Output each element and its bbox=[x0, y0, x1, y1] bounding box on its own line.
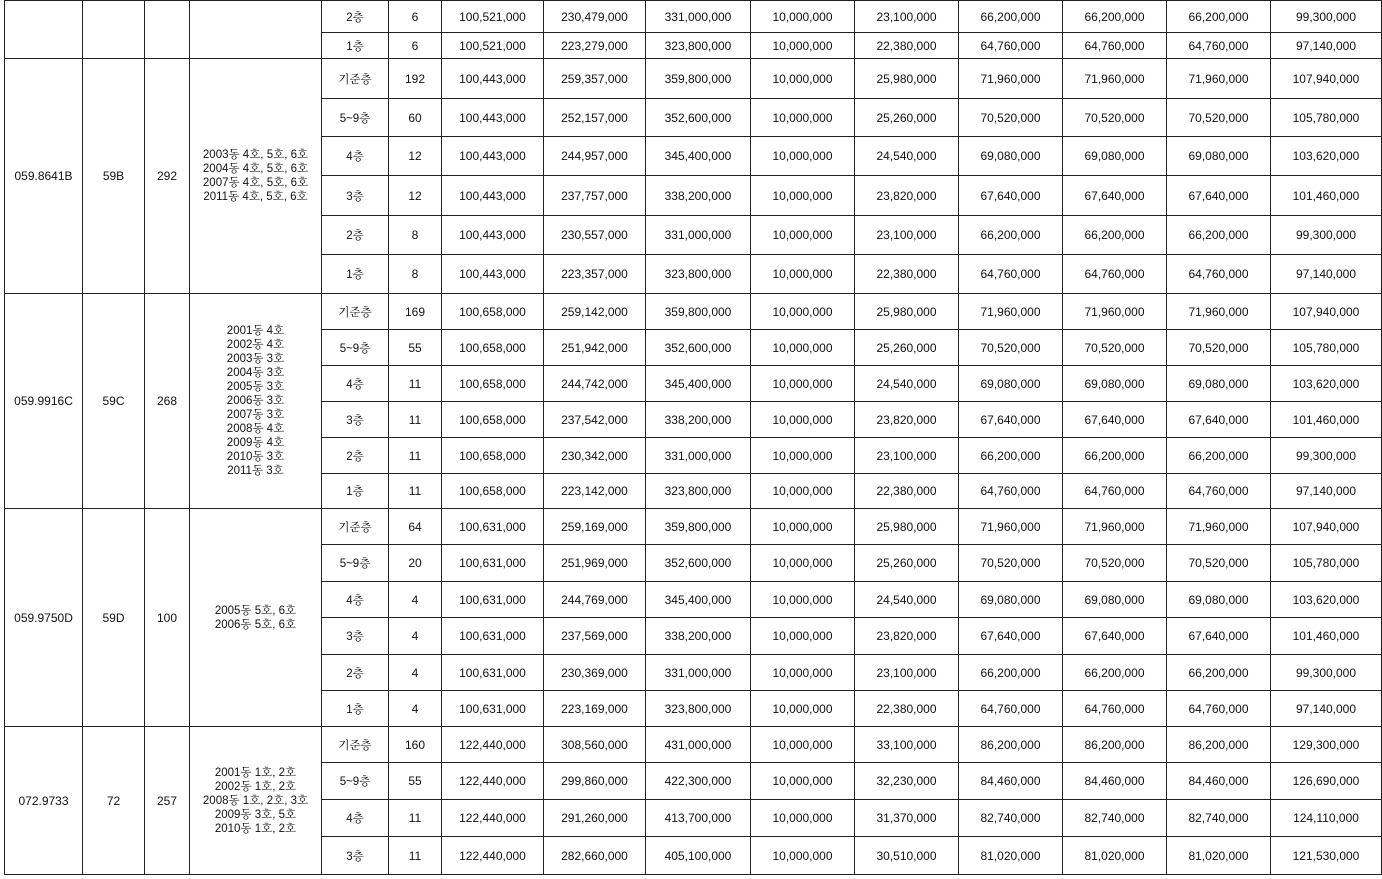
floor-cell: 기준층 bbox=[322, 727, 389, 763]
balance-cell: 126,690,000 bbox=[1271, 763, 1382, 800]
balance-cell: 103,620,000 bbox=[1271, 137, 1382, 176]
mid1-cell: 67,640,000 bbox=[959, 618, 1063, 655]
mid2-cell: 66,200,000 bbox=[1063, 1, 1167, 33]
households-cell: 55 bbox=[389, 330, 442, 366]
floor-cell: 4층 bbox=[322, 366, 389, 402]
contract2-cell: 33,100,000 bbox=[855, 727, 959, 763]
contract2-cell: 22,380,000 bbox=[855, 33, 959, 59]
mid2-cell: 86,200,000 bbox=[1063, 727, 1167, 763]
total-cell: 331,000,000 bbox=[646, 438, 751, 474]
land-cell: 122,440,000 bbox=[442, 727, 544, 763]
households-cell: 4 bbox=[389, 655, 442, 691]
contract-cell: 10,000,000 bbox=[751, 366, 855, 402]
balance-cell: 99,300,000 bbox=[1271, 216, 1382, 255]
unit-count-cell: 268 bbox=[145, 294, 190, 509]
building-cell: 259,357,000 bbox=[544, 59, 646, 99]
mid3-cell: 70,520,000 bbox=[1167, 99, 1271, 137]
mid3-cell: 84,460,000 bbox=[1167, 763, 1271, 800]
contract-cell: 10,000,000 bbox=[751, 99, 855, 137]
land-cell: 100,658,000 bbox=[442, 402, 544, 438]
floor-cell: 1층 bbox=[322, 691, 389, 727]
total-cell: 431,000,000 bbox=[646, 727, 751, 763]
floor-cell: 기준층 bbox=[322, 294, 389, 330]
total-cell: 331,000,000 bbox=[646, 1, 751, 33]
mid1-cell: 69,080,000 bbox=[959, 137, 1063, 176]
contract2-cell: 23,100,000 bbox=[855, 1, 959, 33]
total-cell: 338,200,000 bbox=[646, 176, 751, 216]
total-cell: 323,800,000 bbox=[646, 691, 751, 727]
contract-cell: 10,000,000 bbox=[751, 582, 855, 618]
contract-cell: 10,000,000 bbox=[751, 176, 855, 216]
contract-cell: 10,000,000 bbox=[751, 402, 855, 438]
contract2-cell: 24,540,000 bbox=[855, 366, 959, 402]
unit-list-cell: 2003동 4호, 5호, 6호 2004동 4호, 5호, 6호 2007동 4호, 5호, 6호 2011동 4호, 5호, 6호 bbox=[190, 59, 322, 294]
building-cell: 259,169,000 bbox=[544, 509, 646, 545]
mid1-cell: 66,200,000 bbox=[959, 655, 1063, 691]
balance-cell: 107,940,000 bbox=[1271, 509, 1382, 545]
balance-cell: 124,110,000 bbox=[1271, 800, 1382, 837]
mid2-cell: 70,520,000 bbox=[1063, 545, 1167, 582]
mid2-cell: 64,760,000 bbox=[1063, 255, 1167, 294]
mid1-cell: 70,520,000 bbox=[959, 545, 1063, 582]
contract-cell: 10,000,000 bbox=[751, 438, 855, 474]
floor-cell: 4층 bbox=[322, 582, 389, 618]
building-cell: 282,660,000 bbox=[544, 837, 646, 875]
building-cell: 299,860,000 bbox=[544, 763, 646, 800]
households-cell: 6 bbox=[389, 1, 442, 33]
building-cell: 230,557,000 bbox=[544, 216, 646, 255]
contract2-cell: 25,260,000 bbox=[855, 330, 959, 366]
total-cell: 331,000,000 bbox=[646, 655, 751, 691]
balance-cell: 99,300,000 bbox=[1271, 438, 1382, 474]
type-code-cell: 072.9733 bbox=[5, 727, 83, 875]
balance-cell: 105,780,000 bbox=[1271, 545, 1382, 582]
table-row bbox=[5, 59, 1382, 99]
unit-list-cell bbox=[190, 1, 322, 59]
type-code-cell: 059.9916C bbox=[5, 294, 83, 509]
mid3-cell: 71,960,000 bbox=[1167, 59, 1271, 99]
mid2-cell: 84,460,000 bbox=[1063, 763, 1167, 800]
contract-cell: 10,000,000 bbox=[751, 1, 855, 33]
contract-cell: 10,000,000 bbox=[751, 137, 855, 176]
contract2-cell: 23,820,000 bbox=[855, 176, 959, 216]
mid2-cell: 67,640,000 bbox=[1063, 402, 1167, 438]
floor-cell: 1층 bbox=[322, 474, 389, 509]
balance-cell: 121,530,000 bbox=[1271, 837, 1382, 875]
unit-list-cell: 2005동 5호, 6호 2006동 5호, 6호 bbox=[190, 509, 322, 727]
floor-cell: 1층 bbox=[322, 33, 389, 59]
contract-cell: 10,000,000 bbox=[751, 33, 855, 59]
contract2-cell: 23,100,000 bbox=[855, 216, 959, 255]
mid3-cell: 69,080,000 bbox=[1167, 366, 1271, 402]
households-cell: 20 bbox=[389, 545, 442, 582]
balance-cell: 103,620,000 bbox=[1271, 366, 1382, 402]
households-cell: 4 bbox=[389, 618, 442, 655]
mid1-cell: 71,960,000 bbox=[959, 59, 1063, 99]
mid1-cell: 64,760,000 bbox=[959, 255, 1063, 294]
mid1-cell: 67,640,000 bbox=[959, 176, 1063, 216]
land-cell: 122,440,000 bbox=[442, 763, 544, 800]
building-cell: 223,279,000 bbox=[544, 33, 646, 59]
mid3-cell: 66,200,000 bbox=[1167, 1, 1271, 33]
contract2-cell: 25,980,000 bbox=[855, 59, 959, 99]
mid2-cell: 66,200,000 bbox=[1063, 438, 1167, 474]
type-name-cell: 72 bbox=[83, 727, 145, 875]
price-table bbox=[4, 0, 1382, 875]
floor-cell: 5~9층 bbox=[322, 330, 389, 366]
table-row bbox=[5, 727, 1382, 763]
floor-cell: 3층 bbox=[322, 618, 389, 655]
land-cell: 100,521,000 bbox=[442, 1, 544, 33]
mid1-cell: 66,200,000 bbox=[959, 216, 1063, 255]
total-cell: 352,600,000 bbox=[646, 99, 751, 137]
building-cell: 252,157,000 bbox=[544, 99, 646, 137]
mid2-cell: 69,080,000 bbox=[1063, 582, 1167, 618]
contract2-cell: 23,820,000 bbox=[855, 618, 959, 655]
balance-cell: 97,140,000 bbox=[1271, 255, 1382, 294]
mid2-cell: 66,200,000 bbox=[1063, 655, 1167, 691]
mid1-cell: 66,200,000 bbox=[959, 438, 1063, 474]
building-cell: 230,342,000 bbox=[544, 438, 646, 474]
mid3-cell: 67,640,000 bbox=[1167, 176, 1271, 216]
mid2-cell: 64,760,000 bbox=[1063, 33, 1167, 59]
total-cell: 345,400,000 bbox=[646, 137, 751, 176]
contract-cell: 10,000,000 bbox=[751, 691, 855, 727]
total-cell: 352,600,000 bbox=[646, 545, 751, 582]
land-cell: 100,443,000 bbox=[442, 255, 544, 294]
mid3-cell: 70,520,000 bbox=[1167, 330, 1271, 366]
mid1-cell: 69,080,000 bbox=[959, 366, 1063, 402]
mid3-cell: 66,200,000 bbox=[1167, 216, 1271, 255]
contract-cell: 10,000,000 bbox=[751, 216, 855, 255]
floor-cell: 5~9층 bbox=[322, 99, 389, 137]
mid2-cell: 70,520,000 bbox=[1063, 330, 1167, 366]
balance-cell: 107,940,000 bbox=[1271, 59, 1382, 99]
land-cell: 100,521,000 bbox=[442, 33, 544, 59]
building-cell: 237,757,000 bbox=[544, 176, 646, 216]
land-cell: 122,440,000 bbox=[442, 800, 544, 837]
floor-cell: 1층 bbox=[322, 255, 389, 294]
balance-cell: 99,300,000 bbox=[1271, 1, 1382, 33]
building-cell: 251,942,000 bbox=[544, 330, 646, 366]
mid2-cell: 71,960,000 bbox=[1063, 59, 1167, 99]
unit-count-cell: 292 bbox=[145, 59, 190, 294]
building-cell: 223,357,000 bbox=[544, 255, 646, 294]
mid3-cell: 67,640,000 bbox=[1167, 618, 1271, 655]
households-cell: 11 bbox=[389, 366, 442, 402]
mid2-cell: 82,740,000 bbox=[1063, 800, 1167, 837]
land-cell: 100,443,000 bbox=[442, 137, 544, 176]
contract2-cell: 24,540,000 bbox=[855, 582, 959, 618]
building-cell: 237,542,000 bbox=[544, 402, 646, 438]
contract2-cell: 25,980,000 bbox=[855, 294, 959, 330]
land-cell: 100,658,000 bbox=[442, 474, 544, 509]
mid1-cell: 66,200,000 bbox=[959, 1, 1063, 33]
type-name-cell bbox=[83, 1, 145, 59]
land-cell: 100,443,000 bbox=[442, 99, 544, 137]
total-cell: 405,100,000 bbox=[646, 837, 751, 875]
mid3-cell: 64,760,000 bbox=[1167, 255, 1271, 294]
households-cell: 11 bbox=[389, 438, 442, 474]
balance-cell: 105,780,000 bbox=[1271, 330, 1382, 366]
mid1-cell: 84,460,000 bbox=[959, 763, 1063, 800]
contract-cell: 10,000,000 bbox=[751, 474, 855, 509]
total-cell: 338,200,000 bbox=[646, 618, 751, 655]
households-cell: 6 bbox=[389, 33, 442, 59]
mid1-cell: 70,520,000 bbox=[959, 330, 1063, 366]
contract-cell: 10,000,000 bbox=[751, 727, 855, 763]
floor-cell: 4층 bbox=[322, 800, 389, 837]
land-cell: 100,631,000 bbox=[442, 618, 544, 655]
mid2-cell: 64,760,000 bbox=[1063, 474, 1167, 509]
contract2-cell: 25,980,000 bbox=[855, 509, 959, 545]
mid1-cell: 64,760,000 bbox=[959, 474, 1063, 509]
mid3-cell: 66,200,000 bbox=[1167, 438, 1271, 474]
balance-cell: 97,140,000 bbox=[1271, 33, 1382, 59]
land-cell: 100,658,000 bbox=[442, 294, 544, 330]
households-cell: 12 bbox=[389, 176, 442, 216]
floor-cell: 3층 bbox=[322, 176, 389, 216]
contract-cell: 10,000,000 bbox=[751, 294, 855, 330]
households-cell: 12 bbox=[389, 137, 442, 176]
table-row bbox=[5, 1, 1382, 33]
households-cell: 4 bbox=[389, 582, 442, 618]
households-cell: 11 bbox=[389, 837, 442, 875]
contract-cell: 10,000,000 bbox=[751, 655, 855, 691]
floor-cell: 2층 bbox=[322, 655, 389, 691]
contract2-cell: 22,380,000 bbox=[855, 474, 959, 509]
building-cell: 244,957,000 bbox=[544, 137, 646, 176]
contract-cell: 10,000,000 bbox=[751, 330, 855, 366]
balance-cell: 99,300,000 bbox=[1271, 655, 1382, 691]
households-cell: 11 bbox=[389, 402, 442, 438]
table-row bbox=[5, 294, 1382, 330]
contract-cell: 10,000,000 bbox=[751, 837, 855, 875]
mid2-cell: 71,960,000 bbox=[1063, 509, 1167, 545]
balance-cell: 97,140,000 bbox=[1271, 691, 1382, 727]
total-cell: 323,800,000 bbox=[646, 255, 751, 294]
households-cell: 60 bbox=[389, 99, 442, 137]
unit-count-cell bbox=[145, 1, 190, 59]
contract2-cell: 22,380,000 bbox=[855, 255, 959, 294]
contract2-cell: 23,100,000 bbox=[855, 438, 959, 474]
total-cell: 338,200,000 bbox=[646, 402, 751, 438]
households-cell: 4 bbox=[389, 691, 442, 727]
contract2-cell: 25,260,000 bbox=[855, 545, 959, 582]
mid2-cell: 71,960,000 bbox=[1063, 294, 1167, 330]
building-cell: 308,560,000 bbox=[544, 727, 646, 763]
total-cell: 359,800,000 bbox=[646, 59, 751, 99]
floor-cell: 5~9층 bbox=[322, 763, 389, 800]
mid3-cell: 71,960,000 bbox=[1167, 509, 1271, 545]
total-cell: 422,300,000 bbox=[646, 763, 751, 800]
contract-cell: 10,000,000 bbox=[751, 618, 855, 655]
floor-cell: 2층 bbox=[322, 438, 389, 474]
contract2-cell: 32,230,000 bbox=[855, 763, 959, 800]
households-cell: 64 bbox=[389, 509, 442, 545]
floor-cell: 2층 bbox=[322, 216, 389, 255]
contract2-cell: 23,820,000 bbox=[855, 402, 959, 438]
contract2-cell: 22,380,000 bbox=[855, 691, 959, 727]
contract-cell: 10,000,000 bbox=[751, 800, 855, 837]
floor-cell: 2층 bbox=[322, 1, 389, 33]
total-cell: 323,800,000 bbox=[646, 474, 751, 509]
mid2-cell: 67,640,000 bbox=[1063, 618, 1167, 655]
land-cell: 100,658,000 bbox=[442, 366, 544, 402]
building-cell: 223,142,000 bbox=[544, 474, 646, 509]
land-cell: 100,443,000 bbox=[442, 176, 544, 216]
balance-cell: 101,460,000 bbox=[1271, 402, 1382, 438]
contract2-cell: 30,510,000 bbox=[855, 837, 959, 875]
balance-cell: 101,460,000 bbox=[1271, 618, 1382, 655]
contract-cell: 10,000,000 bbox=[751, 545, 855, 582]
building-cell: 237,569,000 bbox=[544, 618, 646, 655]
type-name-cell: 59B bbox=[83, 59, 145, 294]
unit-count-cell: 257 bbox=[145, 727, 190, 875]
building-cell: 291,260,000 bbox=[544, 800, 646, 837]
land-cell: 100,631,000 bbox=[442, 691, 544, 727]
mid2-cell: 69,080,000 bbox=[1063, 137, 1167, 176]
mid1-cell: 82,740,000 bbox=[959, 800, 1063, 837]
land-cell: 100,631,000 bbox=[442, 545, 544, 582]
balance-cell: 101,460,000 bbox=[1271, 176, 1382, 216]
mid2-cell: 67,640,000 bbox=[1063, 176, 1167, 216]
balance-cell: 105,780,000 bbox=[1271, 99, 1382, 137]
mid3-cell: 67,640,000 bbox=[1167, 402, 1271, 438]
mid2-cell: 69,080,000 bbox=[1063, 366, 1167, 402]
balance-cell: 97,140,000 bbox=[1271, 474, 1382, 509]
type-name-cell: 59D bbox=[83, 509, 145, 727]
mid1-cell: 69,080,000 bbox=[959, 582, 1063, 618]
land-cell: 100,631,000 bbox=[442, 582, 544, 618]
type-code-cell bbox=[5, 1, 83, 59]
mid2-cell: 81,020,000 bbox=[1063, 837, 1167, 875]
land-cell: 100,658,000 bbox=[442, 330, 544, 366]
mid1-cell: 64,760,000 bbox=[959, 691, 1063, 727]
mid2-cell: 66,200,000 bbox=[1063, 216, 1167, 255]
mid1-cell: 64,760,000 bbox=[959, 33, 1063, 59]
total-cell: 323,800,000 bbox=[646, 33, 751, 59]
mid3-cell: 66,200,000 bbox=[1167, 655, 1271, 691]
building-cell: 230,479,000 bbox=[544, 1, 646, 33]
mid1-cell: 81,020,000 bbox=[959, 837, 1063, 875]
contract2-cell: 24,540,000 bbox=[855, 137, 959, 176]
building-cell: 244,769,000 bbox=[544, 582, 646, 618]
land-cell: 100,631,000 bbox=[442, 655, 544, 691]
contract2-cell: 31,370,000 bbox=[855, 800, 959, 837]
building-cell: 259,142,000 bbox=[544, 294, 646, 330]
land-cell: 100,658,000 bbox=[442, 438, 544, 474]
contract2-cell: 23,100,000 bbox=[855, 655, 959, 691]
type-code-cell: 059.9750D bbox=[5, 509, 83, 727]
type-code-cell: 059.8641B bbox=[5, 59, 83, 294]
total-cell: 345,400,000 bbox=[646, 366, 751, 402]
mid2-cell: 64,760,000 bbox=[1063, 691, 1167, 727]
households-cell: 11 bbox=[389, 474, 442, 509]
floor-cell: 기준층 bbox=[322, 59, 389, 99]
mid3-cell: 64,760,000 bbox=[1167, 33, 1271, 59]
mid1-cell: 71,960,000 bbox=[959, 294, 1063, 330]
balance-cell: 129,300,000 bbox=[1271, 727, 1382, 763]
contract-cell: 10,000,000 bbox=[751, 59, 855, 99]
floor-cell: 기준층 bbox=[322, 509, 389, 545]
table-row bbox=[5, 509, 1382, 545]
land-cell: 100,443,000 bbox=[442, 59, 544, 99]
balance-cell: 103,620,000 bbox=[1271, 582, 1382, 618]
households-cell: 192 bbox=[389, 59, 442, 99]
building-cell: 251,969,000 bbox=[544, 545, 646, 582]
land-cell: 100,631,000 bbox=[442, 509, 544, 545]
mid1-cell: 86,200,000 bbox=[959, 727, 1063, 763]
land-cell: 100,443,000 bbox=[442, 216, 544, 255]
type-name-cell: 59C bbox=[83, 294, 145, 509]
mid3-cell: 64,760,000 bbox=[1167, 691, 1271, 727]
households-cell: 160 bbox=[389, 727, 442, 763]
mid3-cell: 82,740,000 bbox=[1167, 800, 1271, 837]
floor-cell: 3층 bbox=[322, 402, 389, 438]
contract-cell: 10,000,000 bbox=[751, 255, 855, 294]
balance-cell: 107,940,000 bbox=[1271, 294, 1382, 330]
mid3-cell: 69,080,000 bbox=[1167, 137, 1271, 176]
mid3-cell: 86,200,000 bbox=[1167, 727, 1271, 763]
mid3-cell: 69,080,000 bbox=[1167, 582, 1271, 618]
total-cell: 413,700,000 bbox=[646, 800, 751, 837]
contract-cell: 10,000,000 bbox=[751, 763, 855, 800]
total-cell: 359,800,000 bbox=[646, 509, 751, 545]
mid3-cell: 81,020,000 bbox=[1167, 837, 1271, 875]
mid3-cell: 71,960,000 bbox=[1167, 294, 1271, 330]
households-cell: 11 bbox=[389, 800, 442, 837]
unit-list-cell: 2001동 1호, 2호 2002동 1호, 2호 2008동 1호, 2호, 3호 2009동 3호, 5호 2010동 1호, 2호 bbox=[190, 727, 322, 875]
building-cell: 223,169,000 bbox=[544, 691, 646, 727]
unit-list-cell: 2001동 4호 2002동 4호 2003동 3호 2004동 3호 2005동 3호 2006동 3호 2007동 3호 2008동 4호 2009동 4호 2010동 3호 2011동 3호 bbox=[190, 294, 322, 509]
households-cell: 8 bbox=[389, 255, 442, 294]
mid1-cell: 71,960,000 bbox=[959, 509, 1063, 545]
contract2-cell: 25,260,000 bbox=[855, 99, 959, 137]
households-cell: 169 bbox=[389, 294, 442, 330]
mid3-cell: 70,520,000 bbox=[1167, 545, 1271, 582]
land-cell: 122,440,000 bbox=[442, 837, 544, 875]
households-cell: 8 bbox=[389, 216, 442, 255]
floor-cell: 4층 bbox=[322, 137, 389, 176]
mid3-cell: 64,760,000 bbox=[1167, 474, 1271, 509]
mid2-cell: 70,520,000 bbox=[1063, 99, 1167, 137]
contract-cell: 10,000,000 bbox=[751, 509, 855, 545]
total-cell: 352,600,000 bbox=[646, 330, 751, 366]
unit-count-cell: 100 bbox=[145, 509, 190, 727]
households-cell: 55 bbox=[389, 763, 442, 800]
total-cell: 331,000,000 bbox=[646, 216, 751, 255]
building-cell: 230,369,000 bbox=[544, 655, 646, 691]
total-cell: 359,800,000 bbox=[646, 294, 751, 330]
building-cell: 244,742,000 bbox=[544, 366, 646, 402]
floor-cell: 5~9층 bbox=[322, 545, 389, 582]
total-cell: 345,400,000 bbox=[646, 582, 751, 618]
floor-cell: 3층 bbox=[322, 837, 389, 875]
mid1-cell: 70,520,000 bbox=[959, 99, 1063, 137]
mid1-cell: 67,640,000 bbox=[959, 402, 1063, 438]
